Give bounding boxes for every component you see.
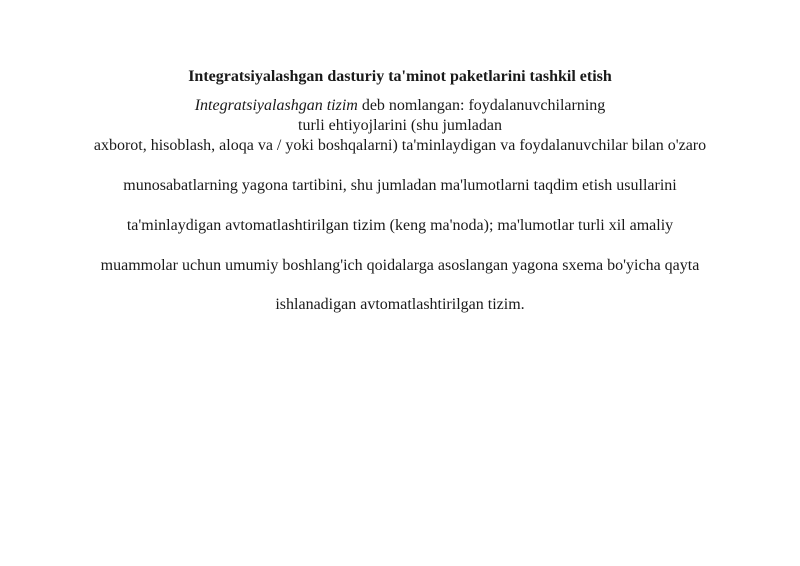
paragraph-line-7: ishlanadigan avtomatlashtirilgan tizim. (275, 296, 525, 313)
paragraph-line-1-text: deb nomlangan: foydalanuvchilarning (357, 97, 606, 114)
paragraph-line-2: turli ehtiyojlarini (shu jumladan (298, 117, 502, 134)
paragraph-line-6: muammolar uchun umumiy boshlang'ich qoidalarga asoslangan yagona sxema bo'yicha qayta (100, 257, 700, 274)
paragraph-line-3: axborot, hisoblash, aloqa va / yoki boshqalarni) ta'minlaydigan va foydalanuvchilar bilan o'zaro (93, 137, 707, 154)
paragraph-line-4: munosabatlarning yagona tartibini, shu jumladan ma'lumotlarni taqdim etish usullarini (123, 177, 677, 194)
document-title: Integratsiyalashgan dasturiy ta'minot paketlarini tashkil etish (188, 68, 612, 85)
paragraph-line-1 (0, 96, 800, 116)
defined-term: Integratsiyalashgan tizim (194, 97, 358, 114)
paragraph-line-5: ta'minlaydigan avtomatlashtirilgan tizim (keng ma'noda); ma'lumotlar turli xil amaliy (126, 217, 674, 234)
